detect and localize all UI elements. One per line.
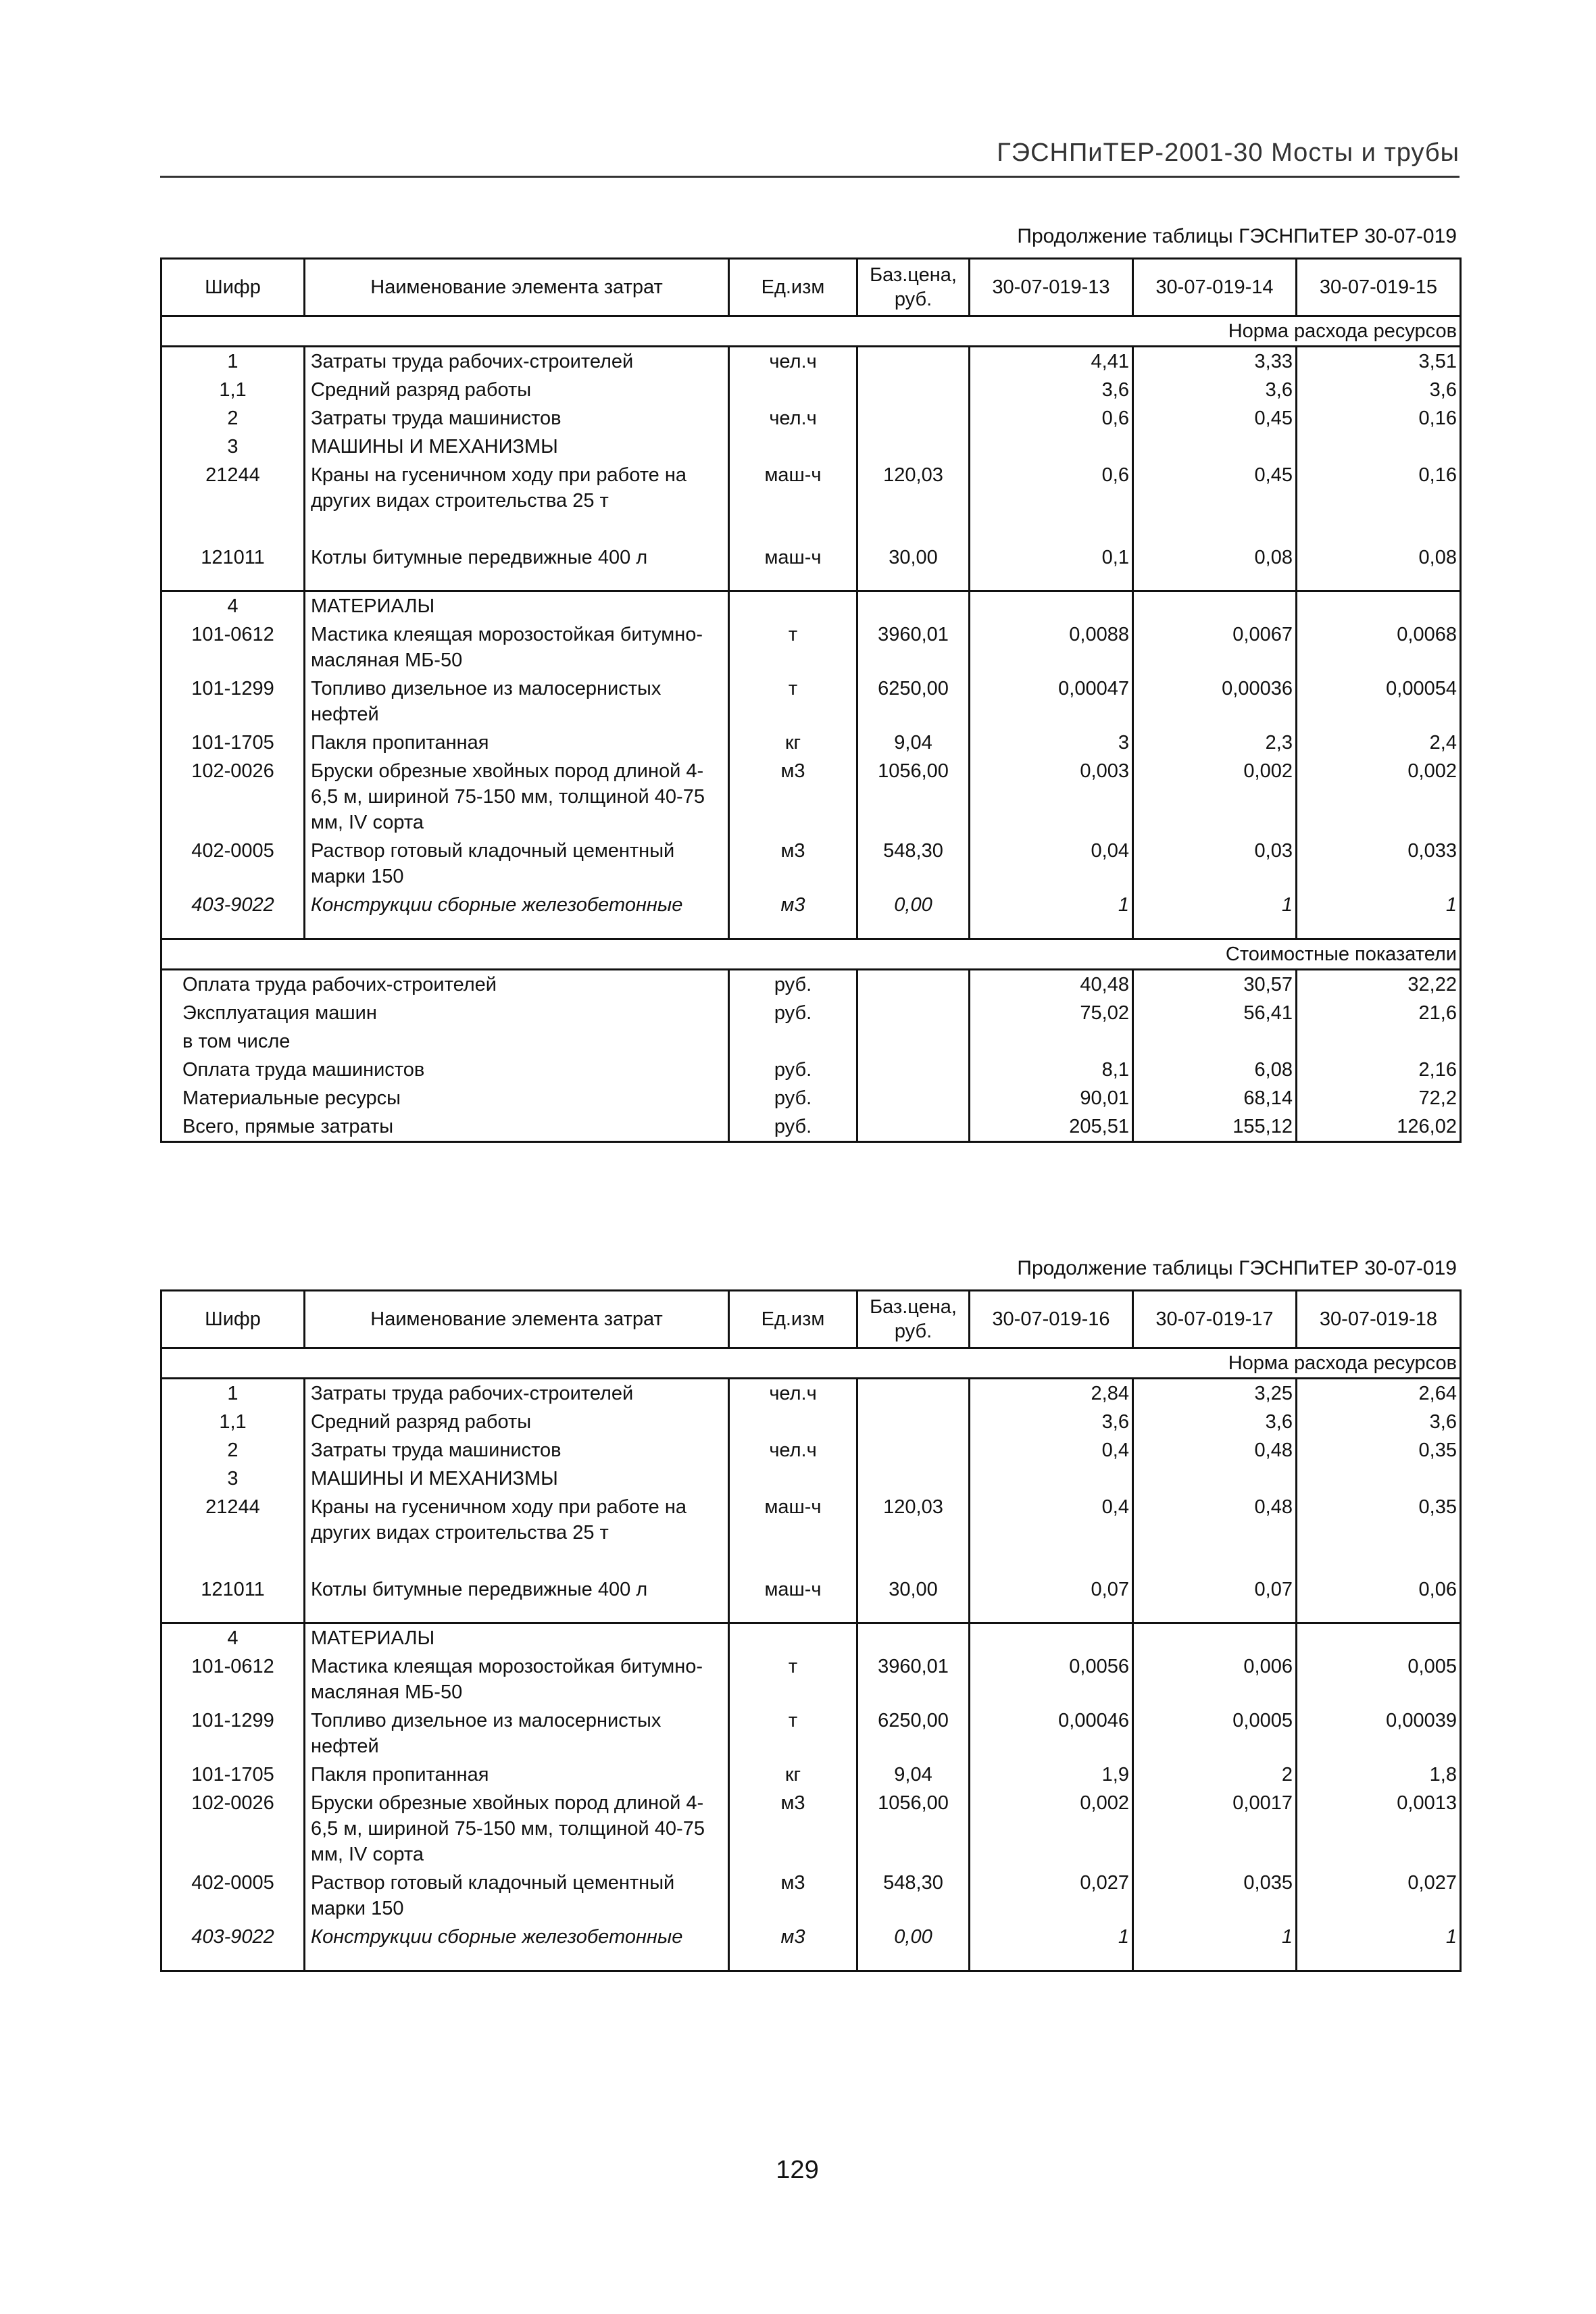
header-name: Наименование элемента затрат [305,1291,729,1348]
header-col-17: 30-07-019-17 [1133,1291,1297,1348]
table-row: 4 МАТЕРИАЛЫ [161,591,1461,620]
table-row: 21244 Краны на гусеничном ходу при работе на других видах строительства 25 т маш-ч 120,03 0,4 0,48 0,35 [161,1493,1461,1558]
table-row: 3 МАШИНЫ И МЕХАНИЗМЫ [161,1464,1461,1493]
table-row: 1,1 Средний разряд работы 3,6 3,6 3,6 [161,1408,1461,1436]
running-head: ГЭСНПиТЕР-2001-30 Мосты и трубы [997,139,1460,167]
header-price: Баз.цена, руб. [857,259,970,316]
table-row: 402-0005 Раствор готовый кладочный цементный марки 150 м3 548,30 0,027 0,035 0,027 [161,1869,1461,1923]
page-number: 129 [776,2156,819,2184]
resource-table-2 [160,1289,1462,1972]
header-col-15: 30-07-019-15 [1297,259,1461,316]
resource-table-1 [160,257,1462,1143]
table-row: 101-1299 Топливо дизельное из малосернистых нефтей т 6250,00 0,00047 0,00036 0,00054 [161,674,1461,729]
table-row: 102-0026 Бруски обрезные хвойных пород длиной 4-6,5 м, шириной 75-150 мм, толщиной 40-75 мм, IV сорта м3 1056,00 0,003 0,002 0,002 [161,757,1461,837]
cost-label: Стоимостные показатели [161,939,1461,970]
table-row: 4 МАТЕРИАЛЫ [161,1623,1461,1652]
table-row: 101-1705 Пакля пропитанная кг 9,04 1,9 2 1,8 [161,1761,1461,1789]
table-row: 3 МАШИНЫ И МЕХАНИЗМЫ [161,433,1461,461]
table-row: 102-0026 Бруски обрезные хвойных пород длиной 4-6,5 м, шириной 75-150 мм, толщиной 40-75 мм, IV сорта м3 1056,00 0,002 0,0017 0,0013 [161,1789,1461,1869]
norm-label: Норма расхода ресурсов [161,316,1461,347]
table-2-caption: Продолжение таблицы ГЭСНПиТЕР 30-07-019 [1017,1257,1457,1279]
header-name: Наименование элемента затрат [305,259,729,316]
header-price: Баз.цена, руб. [857,1291,970,1348]
table-row: 101-0612 Мастика клеящая морозостойкая битумно-масляная МБ-50 т 3960,01 0,0056 0,006 0,005 [161,1652,1461,1706]
cost-row: Эксплуатация машин руб. 75,02 56,41 21,6 [161,999,1461,1027]
table-row: 1 Затраты труда рабочих-строителей чел.ч 2,84 3,25 2,64 [161,1379,1461,1408]
table-row: 1 Затраты труда рабочих-строителей чел.ч 4,41 3,33 3,51 [161,347,1461,376]
table-row: 101-1705 Пакля пропитанная кг 9,04 3 2,3 2,4 [161,729,1461,757]
table-row: 1,1 Средний разряд работы 3,6 3,6 3,6 [161,376,1461,404]
cost-row: Оплата труда машинистов руб. 8,1 6,08 2,16 [161,1056,1461,1084]
table-row: 101-0612 Мастика клеящая морозостойкая битумно-масляная МБ-50 т 3960,01 0,0088 0,0067 0,0068 [161,620,1461,674]
table-row: 2 Затраты труда машинистов чел.ч 0,4 0,48 0,35 [161,1436,1461,1464]
table-1-caption: Продолжение таблицы ГЭСНПиТЕР 30-07-019 [1017,225,1457,247]
header-col-18: 30-07-019-18 [1297,1291,1461,1348]
table-row: 402-0005 Раствор готовый кладочный цементный марки 150 м3 548,30 0,04 0,03 0,033 [161,837,1461,891]
table-row: 403-9022 Конструкции сборные железобетонные м3 0,00 1 1 1 [161,1923,1461,1971]
header-code: Шифр [161,1291,305,1348]
table-row: 403-9022 Конструкции сборные железобетонные м3 0,00 1 1 1 [161,891,1461,939]
table-row: 121011 Котлы битумные передвижные 400 л маш-ч 30,00 0,1 0,08 0,08 [161,526,1461,591]
header-col-13: 30-07-019-13 [970,259,1133,316]
header-unit: Ед.изм [729,1291,857,1348]
cost-row: в том числе [161,1027,1461,1056]
cost-row: Материальные ресурсы руб. 90,01 68,14 72,2 [161,1084,1461,1112]
table-row: 21244 Краны на гусеничном ходу при работе на других видах строительства 25 т маш-ч 120,03 0,6 0,45 0,16 [161,461,1461,526]
header-col-16: 30-07-019-16 [970,1291,1133,1348]
header-code: Шифр [161,259,305,316]
cost-row: Оплата труда рабочих-строителей руб. 40,48 30,57 32,22 [161,970,1461,1000]
norm-label: Норма расхода ресурсов [161,1348,1461,1379]
table-row: 101-1299 Топливо дизельное из малосернистых нефтей т 6250,00 0,00046 0,0005 0,00039 [161,1706,1461,1761]
table-row: 2 Затраты труда машинистов чел.ч 0,6 0,45 0,16 [161,404,1461,433]
header-col-14: 30-07-019-14 [1133,259,1297,316]
header-rule [160,176,1460,178]
cost-row: Всего, прямые затраты руб. 205,51 155,12 126,02 [161,1112,1461,1142]
header-unit: Ед.изм [729,259,857,316]
table-row: 121011 Котлы битумные передвижные 400 л маш-ч 30,00 0,07 0,07 0,06 [161,1558,1461,1623]
